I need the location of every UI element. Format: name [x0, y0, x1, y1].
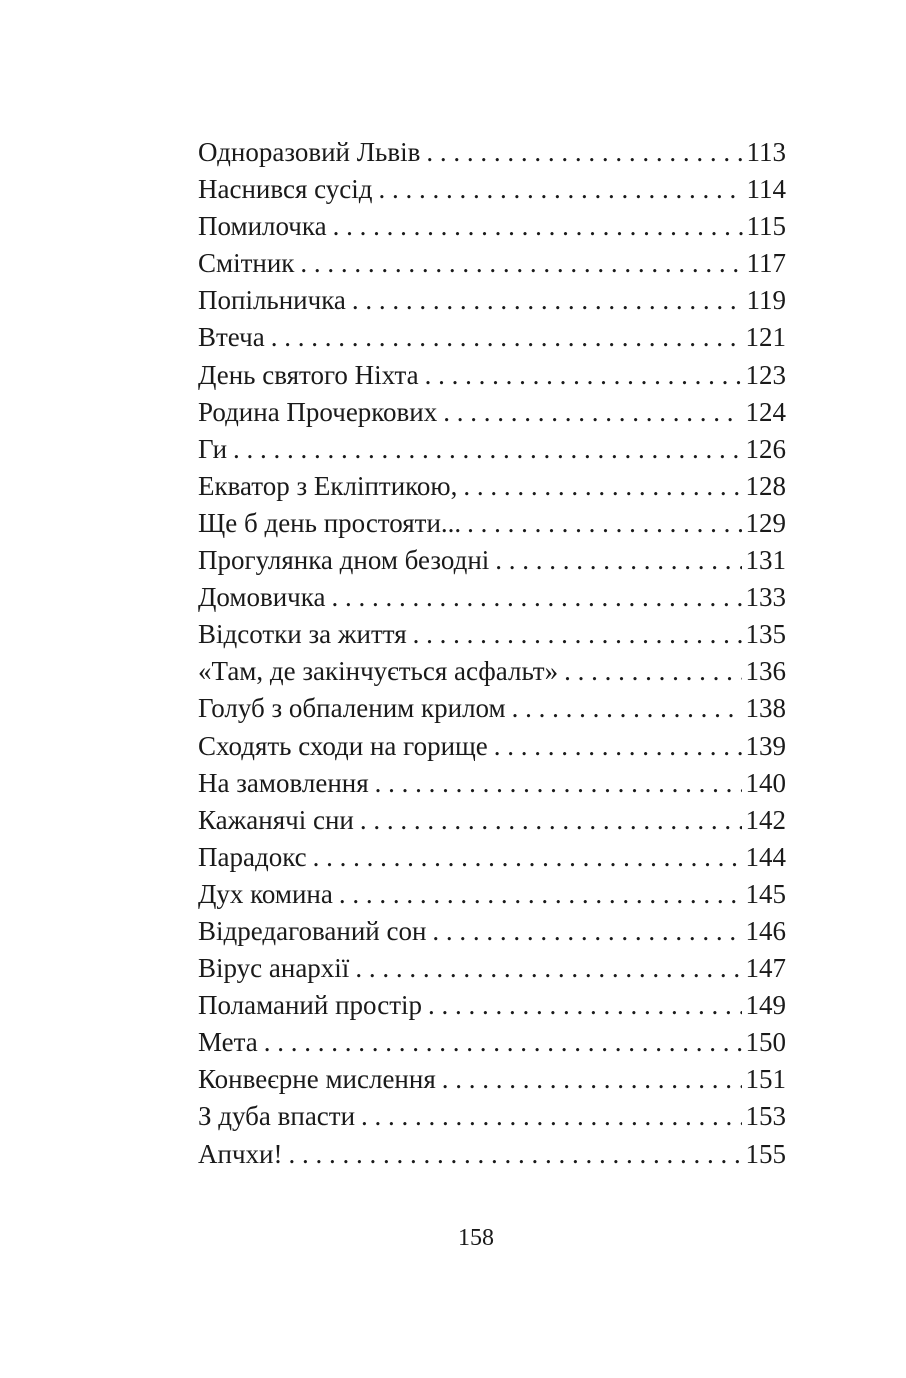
toc-entry-title: Помилочка — [198, 211, 327, 242]
page-number: 158 — [458, 1225, 494, 1251]
toc-entry — [198, 987, 786, 1024]
toc-entry-title: Домовичка — [198, 582, 326, 613]
toc-entry — [198, 876, 786, 913]
toc-dot-leader — [378, 171, 742, 208]
table-of-contents — [198, 134, 786, 1173]
toc-entry-page: 126 — [745, 433, 786, 464]
toc-dot-leader — [564, 653, 741, 690]
toc-entry — [198, 357, 786, 394]
toc-entry — [198, 245, 786, 282]
toc-dot-leader — [313, 839, 742, 876]
toc-entry-title: Втеча — [198, 322, 265, 353]
toc-dot-leader — [512, 690, 742, 727]
toc-entry-page: 113 — [746, 137, 786, 167]
toc-entry — [198, 208, 786, 245]
toc-entry-title: Сходять сходи на горище — [198, 730, 488, 761]
toc-entry — [198, 282, 786, 319]
toc-entry-title: Голуб з обпаленим крилом — [198, 693, 506, 724]
toc-entry-page: 149 — [745, 990, 786, 1021]
toc-entry-page: 147 — [745, 953, 786, 984]
toc-entry-page: 140 — [745, 767, 786, 798]
toc-entry — [198, 839, 786, 876]
toc-entry-page: 153 — [745, 1101, 786, 1132]
toc-dot-leader — [339, 876, 742, 913]
toc-entry — [198, 1098, 786, 1135]
toc-entry-title: Прогулянка дном безодні — [198, 545, 490, 576]
toc-entry — [198, 913, 786, 950]
toc-entry-title: Кажанячі сни — [198, 804, 354, 835]
toc-entry — [198, 690, 786, 727]
toc-entry-page: 146 — [745, 915, 786, 946]
toc-entry-page: 139 — [745, 730, 786, 761]
toc-dot-leader — [428, 987, 742, 1024]
toc-entry-title: Парадокс — [198, 841, 307, 872]
toc-dot-leader — [494, 728, 742, 765]
toc-entry-page: 144 — [745, 841, 786, 872]
toc-dot-leader — [300, 245, 742, 282]
toc-entry-title: Ги — [198, 433, 228, 464]
toc-dot-leader — [495, 542, 741, 579]
toc-entry-page: 115 — [746, 211, 786, 242]
toc-entry-title: Конвеєрне мислення — [198, 1064, 436, 1095]
toc-entry — [198, 579, 786, 616]
toc-dot-leader — [360, 802, 742, 839]
toc-entry-page: 150 — [745, 1027, 786, 1058]
toc-dot-leader — [413, 616, 742, 653]
toc-entry — [198, 394, 786, 431]
toc-entry-page: 123 — [745, 359, 786, 390]
toc-entry-page: 117 — [746, 248, 786, 279]
toc-entry — [198, 1024, 786, 1061]
toc-entry-title: Ще б день простояти... — [198, 507, 462, 538]
toc-dot-leader — [443, 394, 741, 431]
toc-entry-title: На замовлення — [198, 767, 369, 798]
toc-entry-page: 136 — [745, 656, 786, 687]
toc-entry-title: Смітник — [198, 248, 295, 279]
toc-dot-leader — [264, 1024, 742, 1061]
toc-entry-title: Поламаний простір — [198, 990, 422, 1021]
toc-entry — [198, 1061, 786, 1098]
toc-entry — [198, 431, 786, 468]
toc-dot-leader — [355, 950, 741, 987]
toc-entry-page: 121 — [745, 322, 786, 353]
toc-entry-page: 128 — [745, 470, 786, 501]
toc-dot-leader — [271, 319, 742, 356]
toc-entry-title: Одноразовий Львів — [198, 137, 421, 167]
toc-entry-page: 135 — [745, 619, 786, 650]
toc-entry — [198, 653, 786, 690]
toc-dot-leader — [233, 431, 741, 468]
toc-entry-title: Наснився сусід — [198, 174, 373, 205]
toc-entry-title: День святого Ніхта — [198, 359, 419, 390]
toc-entry-page: 142 — [745, 804, 786, 835]
toc-dot-leader — [467, 505, 741, 542]
toc-entry-title: Попільничка — [198, 285, 346, 316]
toc-entry-title: Апчхи! — [198, 1138, 283, 1169]
toc-entry-page: 133 — [745, 582, 786, 613]
toc-entry-page: 151 — [745, 1064, 786, 1095]
toc-entry — [198, 542, 786, 579]
toc-entry — [198, 505, 786, 542]
toc-entry-title: З дуба впасти — [198, 1101, 356, 1132]
toc-entry-page: 145 — [745, 878, 786, 909]
toc-entry — [198, 765, 786, 802]
toc-entry — [198, 802, 786, 839]
toc-entry-page: 114 — [746, 174, 786, 205]
toc-entry-page: 138 — [745, 693, 786, 724]
toc-entry — [198, 950, 786, 987]
toc-entry-page: 131 — [745, 545, 786, 576]
toc-dot-leader — [432, 913, 741, 950]
toc-dot-leader — [333, 208, 743, 245]
toc-entry — [198, 728, 786, 765]
toc-dot-leader — [425, 357, 742, 394]
toc-entry-title: Дух комина — [198, 878, 333, 909]
toc-entry-page: 155 — [745, 1138, 786, 1169]
toc-entry — [198, 319, 786, 356]
toc-entry-page: 119 — [746, 285, 786, 316]
toc-dot-leader — [463, 468, 741, 505]
toc-entry — [198, 1136, 786, 1173]
toc-entry-title: Відсотки за життя — [198, 619, 407, 650]
toc-dot-leader — [426, 134, 742, 171]
toc-entry-title: Мета — [198, 1027, 258, 1058]
toc-entry-title: Вірус анархії — [198, 953, 350, 984]
toc-entry — [198, 171, 786, 208]
toc-entry — [198, 468, 786, 505]
toc-entry-title: Родина Прочеркових — [198, 396, 438, 427]
toc-dot-leader — [331, 579, 741, 616]
toc-dot-leader — [375, 765, 742, 802]
toc-entry — [198, 616, 786, 653]
toc-dot-leader — [288, 1136, 741, 1173]
toc-entry-title: Відредагований сон — [198, 915, 427, 946]
toc-dot-leader — [361, 1098, 741, 1135]
toc-entry-page: 129 — [745, 507, 786, 538]
toc-dot-leader — [442, 1061, 742, 1098]
toc-entry — [198, 134, 786, 171]
toc-entry-title: Екватор з Екліптикою, — [198, 470, 458, 501]
toc-dot-leader — [352, 282, 743, 319]
toc-entry-title: «Там, де закінчується асфальт» — [198, 656, 559, 687]
toc-entry-page: 124 — [745, 396, 786, 427]
